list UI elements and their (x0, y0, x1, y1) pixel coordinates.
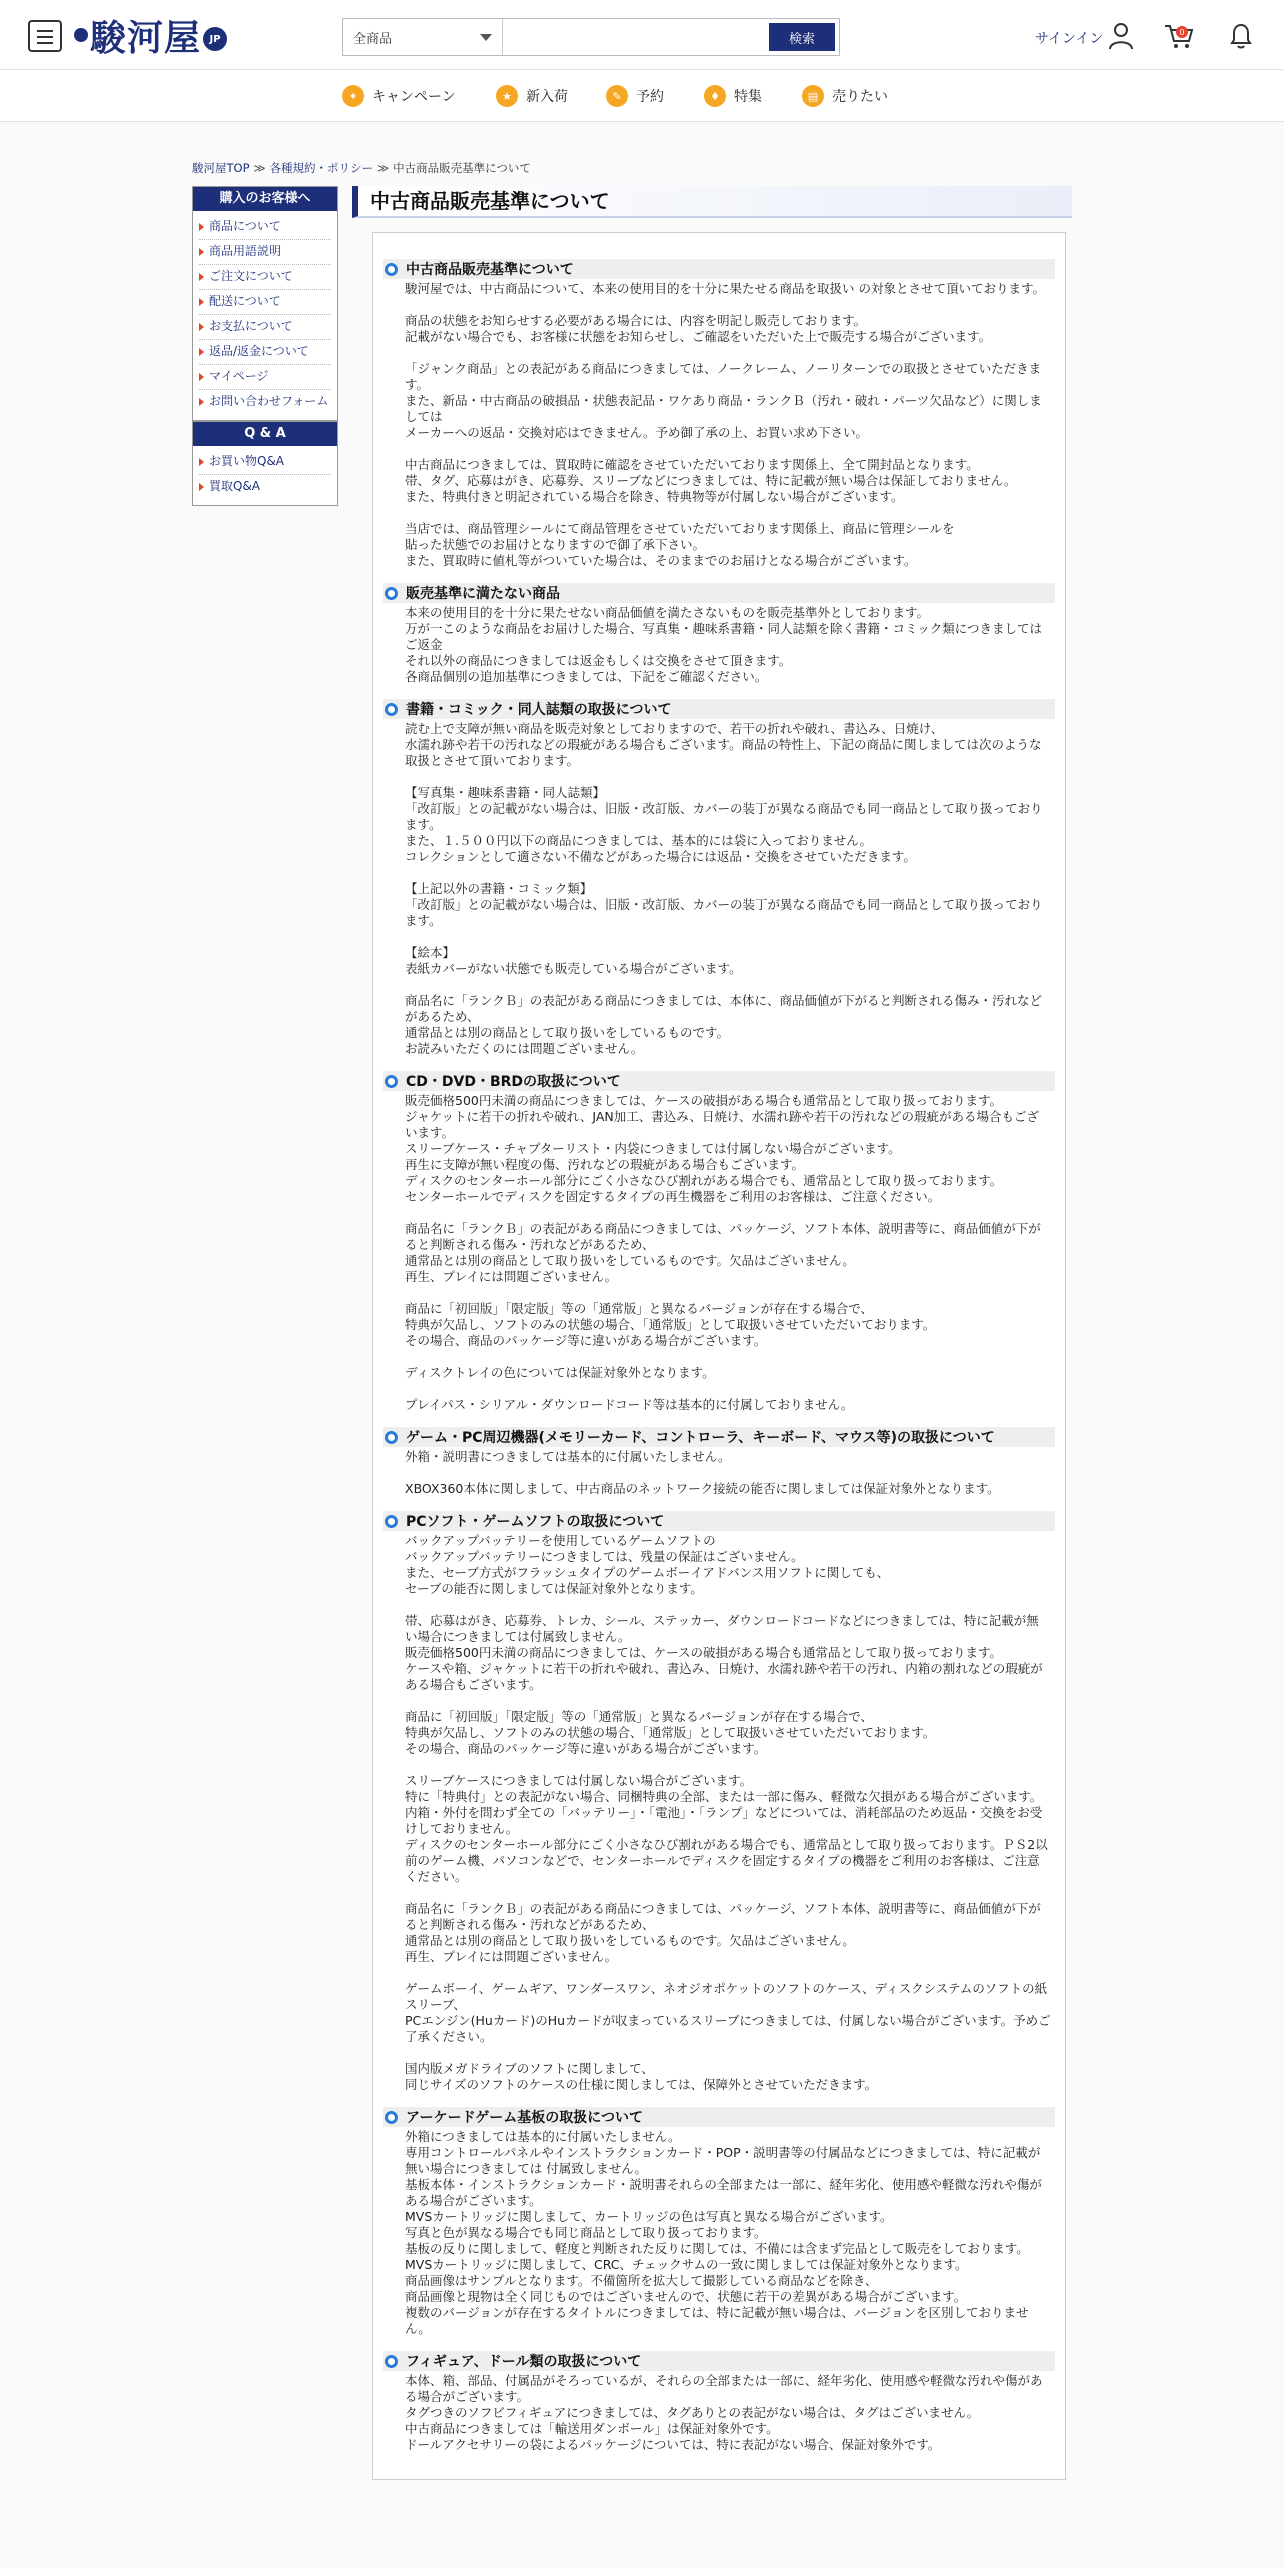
bullet-circle-icon (385, 263, 398, 276)
section-paragraph: 外箱・説明書につきましては基本的に付属いたしません。 (405, 1449, 731, 1464)
sidebar-box-buyers (192, 186, 338, 421)
nav-label: 売りたい (832, 89, 888, 105)
new-arrival-icon: ★ (496, 85, 518, 107)
section-heading (383, 699, 1055, 719)
sidebar-item-payment[interactable]: お支払について (199, 315, 331, 340)
section-heading (383, 1071, 1055, 1091)
site-logo[interactable] (74, 12, 227, 58)
search-button[interactable]: 検索 (769, 23, 835, 51)
bullet-circle-icon (385, 703, 398, 716)
section-paragraph: 本来の使用目的を十分に果たせない商品価値を満たさないものを販売基準外としております。 万が一このような商品をお届けした場合、写真集・趣味系書籍・同人誌類を除く書籍・コミック類につきましてはご返金 それ以外の商品につきましては返金もしくは交換をさせて頂きます。 各商品個別の追加基準につきましては、下記をご確認ください。 (405, 605, 1043, 684)
section-paragraph: 国内版メガドライブのソフトに関しまして、 同じサイズのソフトのケースの仕様に関しましては、保障外とさせていただきます。 (405, 2061, 878, 2092)
sidebar-box-title: 購入のお客様へ (193, 187, 337, 211)
sidebar (192, 186, 338, 506)
section-paragraph: 【上記以外の書籍・コミック類】 「改訂版」との記載がない場合は、旧版・改訂版、カバーの装丁が異なる商品でも同一商品として取り扱っております。 (405, 881, 1043, 928)
chevron-down-icon (480, 34, 492, 41)
section-paragraph: ディスクトレイの色については保証対象外となります。 (405, 1365, 715, 1380)
section-paragraph: 販売価格500円未満の商品につきましては、ケースの破損がある場合も通常品として取り扱っております。 ジャケットに若干の折れや破れ、JAN加工、書込み、日焼け、水濡れ跡や若干の汚れなどの瑕疵がある場合もございます。 スリーブケース・チャプターリスト・内袋につきましては付属しない場合がございます。 再生に支障が無い程度の傷、汚れなどの瑕疵がある場合もございます。 ディスクのセンターホール部分にごく小さなひび割れがある場合でも、通常品として取り扱っております。 センターホールでディスクを固定するタイプの再生機器をご利用のお客様は、ご注意ください。 (405, 1093, 1039, 1204)
sidebar-item-shipping[interactable]: 配送について (199, 290, 331, 315)
section-paragraph: バックアップバッテリーを使用しているゲームソフトの バックアップバッテリーにつきましては、残量の保証はございません。 また、セーブ方式がフラッシュタイプのゲームボーイアドバンス用ソフトに関しても、 セーブの能否に関しましては保証対象外となります。 (405, 1533, 890, 1596)
section-paragraph: 読む上で支障が無い商品を販売対象としておりますので、若干の折れや破れ、書込み、日焼け、 水濡れ跡や若干の汚れなどの瑕疵がある場合もございます。商品の特性上、下記の商品に関しましては次のような取扱とさせて頂いております。 (405, 721, 1042, 768)
breadcrumb-top[interactable]: 駿河屋TOP (192, 161, 250, 175)
section-paragraph: 中古商品につきましては、買取時に確認をさせていただいております関係上、全て開封品となります。 帯、タグ、応募はがき、応募券、スリーブなどにつきましては、特に記載が無い場合は保証しておりません。 また、特典付きと明記されている場合を除き、特典物等が付属しない場合がございます。 (405, 457, 1017, 504)
section-heading (383, 1511, 1055, 1531)
breadcrumb-policy[interactable]: 各種規約・ポリシー (269, 161, 374, 175)
feature-icon: ♦ (704, 85, 726, 107)
section-paragraph: 商品の状態をお知らせする必要がある場合には、内容を明記し販売しております。 記載がない場合でも、お客様に状態をお知らせし、ご確認をいただいた上で販売する場合がございます。 (405, 313, 992, 344)
section-paragraph: 商品に「初回版」「限定版」等の「通常版」と異なるバージョンが存在する場合で、 特典が欠品し、ソフトのみの状態の場合、「通常版」として取扱いさせていただいております。 その場合、商品のパッケージ等に違いがある場合がございます。 (405, 1709, 936, 1756)
section-title: アーケードゲーム基板の取扱について (406, 2110, 644, 2126)
sell-icon: ▤ (802, 85, 824, 107)
section-paragraph: スリーブケースにつきましては付属しない場合がございます。 特に「特典付」との表記がない場合、同梱特典の全部、または一部に傷み、軽微な欠損がある場合がございます。 内箱・外付を問わず全ての「バッテリー」・「電池」・「ランプ」などについては、消耗部品のため返品・交換をお受けしておりません。 ディスクのセンターホール部分にごく小さなひび割れがある場合でも、通常品として取り扱っております。ＰＳ2以前のゲーム機、パソコンなどで、センターホールでディスクを固定するタイプの機器をご利用のお客様は、ご注意ください。 (405, 1773, 1048, 1884)
section-title: CD・DVD・BRDの取扱について (406, 1074, 621, 1090)
sidebar-box-qa (192, 421, 338, 506)
nav-label: 予約 (636, 89, 664, 105)
section-title: 中古商品販売基準について (406, 262, 574, 278)
section-paragraph: 当店では、商品管理シールにて商品管理をさせていただいております関係上、商品に管理シールを 貼った状態でのお届けとなりますので御了承下さい。 また、買取時に値札等がついていた場合は、そのままでのお届けとなる場合がございます。 (405, 521, 955, 568)
bell-icon[interactable] (1228, 22, 1254, 50)
section-heading (383, 1427, 1055, 1447)
bullet-circle-icon (385, 1515, 398, 1528)
logo-dot-icon (74, 28, 88, 42)
nav-label: 新入荷 (526, 89, 568, 105)
hamburger-menu-button[interactable] (28, 20, 62, 52)
sidebar-item-mypage[interactable]: マイページ (199, 365, 331, 390)
section-title: 書籍・コミック・同人誌類の取扱について (406, 702, 672, 718)
logo-jp-badge: JP (203, 27, 227, 51)
breadcrumb (192, 160, 531, 176)
nav-new-arrival[interactable] (496, 84, 568, 108)
sidebar-item-contact[interactable]: お問い合わせフォーム (199, 390, 331, 414)
signin-link[interactable]: サインイン (1035, 31, 1104, 47)
search-bar (342, 18, 840, 56)
breadcrumb-separator: ≫ (253, 161, 266, 175)
breadcrumb-current: 中古商品販売基準について (393, 161, 531, 175)
campaign-icon: ✦ (342, 85, 364, 107)
section-paragraph: 商品名に「ランクＢ」の表記がある商品につきましては、本体に、商品価値が下がると判断される傷み・汚れなどがあるため、 通常品とは別の商品として取り扱いをしているものです。 お読みいただくのには問題ございません。 (405, 993, 1043, 1056)
user-icon[interactable] (1108, 22, 1134, 50)
sidebar-item-glossary[interactable]: 商品用語説明 (199, 240, 331, 265)
page-title: 中古商品販売基準について (352, 186, 1072, 218)
section-body (383, 281, 1055, 569)
section-title: フィギュア、ドール類の取扱について (406, 2354, 642, 2370)
section-paragraph: 【写真集・趣味系書籍・同人誌類】 「改訂版」との記載がない場合は、旧版・改訂版、カバーの装丁が異なる商品でも同一商品として取り扱っております。 また、１.５００円以下の商品につきましては、基本的には袋に入っておりません。 コレクションとして適さない不備などがあった場合には返品・交換をさせていただきます。 (405, 785, 1043, 864)
bullet-circle-icon (385, 1075, 398, 1088)
policy-panel (372, 232, 1066, 2480)
sidebar-item-returns[interactable]: 返品/返金について (199, 340, 331, 365)
nav-label: キャンペーン (372, 89, 456, 105)
section-heading (383, 583, 1055, 603)
section-body (383, 2373, 1055, 2453)
section-body (383, 1449, 1055, 1497)
search-input[interactable] (505, 19, 763, 55)
nav-reservation[interactable] (606, 84, 664, 108)
search-category-value: 全商品 (353, 32, 393, 47)
section-paragraph: 本体、箱、部品、付属品がそろっているが、それらの全部または一部に、経年劣化、使用感や軽微な汚れや傷がある場合がございます。 タグつきのソフビフィギュアにつきましては、タグありとの表記がない場合は、タグはございません。 中古商品につきましては「輸送用ダンボール」は保証対象外です。 ドールアクセサリーの袋によるパッケージについては、特に表記がない場合、保証対象外です。 (405, 2373, 1043, 2452)
section-heading (383, 2351, 1055, 2371)
sidebar-box-title: Q & A (193, 422, 337, 446)
logo-text: 駿河屋 (90, 16, 202, 59)
nav-feature[interactable] (704, 84, 762, 108)
section-title: PCソフト・ゲームソフトの取扱について (406, 1514, 665, 1530)
sidebar-item-orders[interactable]: ご注文について (199, 265, 331, 290)
site-header (0, 0, 1284, 70)
section-paragraph: 【絵本】 表紙カバーがない状態でも販売している場合がございます。 (405, 945, 742, 976)
nav-sell[interactable] (802, 84, 888, 108)
bullet-circle-icon (385, 1431, 398, 1444)
section-body (383, 605, 1055, 685)
section-paragraph: 商品名に「ランクＢ」の表記がある商品につきましては、パッケージ、ソフト本体、説明書等に、商品価値が下がると判断される傷み・汚れなどがあるため、 通常品とは別の商品として取り扱いをしているものです。欠品はございません。 再生、プレイには問題ございません。 (405, 1901, 1041, 1964)
search-category-select[interactable] (343, 19, 503, 55)
section-body (383, 721, 1055, 1057)
bullet-circle-icon (385, 2355, 398, 2368)
section-title: ゲーム・PC周辺機器(メモリーカード、コントローラ、キーボード、マウス等)の取扱について (406, 1430, 995, 1446)
section-title: 販売基準に満たない商品 (406, 586, 560, 602)
bullet-circle-icon (385, 587, 398, 600)
section-paragraph: 外箱につきましては基本的に付属いたしません。 専用コントロールパネルやインストラクションカード・POP・説明書等の付属品などにつきましては、特に記載が無い場合につきましては 付属致しません。 基板本体・インストラクションカード・説明書それらの全部または一部に、経年劣化、使用感や軽微な汚れや傷がある場合がございます。 MVSカートリッジに関しまして、カートリッジの色は写真と異なる場合がございます。 写真と色が異なる場合でも同じ商品として取り扱っております。 基板の反りに関しまして、軽度と判断された反りに関しては、不備には含まず完品として販売をしております。 MVSカートリッジに関しまして、CRC、チェックサムの一致に関しましては保証対象外となります。 商品画像はサンプルとなります。不備箇所を拡大して撮影している商品などを除き、 商品画像と現物は全く同じものではございませんので、状態に若干の差異がある場合がございます。 複数のバージョンが存在するタイトルにつきましては、特に記載が無い場合は、バージョンを区別しておりません。 (405, 2129, 1042, 2336)
main-content (352, 186, 1072, 2480)
bullet-circle-icon (385, 2111, 398, 2124)
sidebar-item-shopping-qa[interactable]: お買い物Q&A (199, 450, 331, 475)
section-paragraph: 帯、応募はがき、応募券、トレカ、シール、ステッカー、ダウンロードコードなどにつきましては、特に記載が無い場合につきましては付属致しません。 販売価格500円未満の商品につきましては、ケースの破損がある場合も通常品として取り扱っております。 ケースや箱、ジャケットに若干の折れや破れ、書込み、日焼け、水濡れ跡や若干の汚れ、内箱の割れなどの瑕疵がある場合もございます。 (405, 1613, 1043, 1692)
category-nav (0, 70, 1284, 122)
section-paragraph: 商品に「初回版」「限定版」等の「通常版」と異なるバージョンが存在する場合で、 特典が欠品し、ソフトのみの状態の場合、「通常版」として取扱いさせていただいております。 その場合、商品のパッケージ等に違いがある場合がございます。 (405, 1301, 936, 1348)
section-body (383, 1533, 1055, 2093)
sidebar-item-products[interactable]: 商品について (199, 215, 331, 240)
section-heading (383, 259, 1055, 279)
section-paragraph: ゲームボーイ、ゲームギア、ワンダースワン、ネオジオポケットのソフトのケース、ディスクシステムのソフトの紙スリーブ、 PCエンジン(Huカード)のHuカードが収まっているスリーブにつきましては、付属しない場合がございます。予めご了承ください。 (405, 1981, 1051, 2044)
section-body (383, 2129, 1055, 2337)
nav-campaign[interactable] (342, 84, 456, 108)
section-paragraph: 商品名に「ランクＢ」の表記がある商品につきましては、パッケージ、ソフト本体、説明書等に、商品価値が下がると判断される傷み・汚れなどがあるため、 通常品とは別の商品として取り扱いをしているものです。欠品はございません。 再生、プレイには問題ございません。 (405, 1221, 1041, 1284)
reservation-icon: ✎ (606, 85, 628, 107)
sidebar-item-buyback-qa[interactable]: 買取Q&A (199, 475, 331, 499)
section-body (383, 1093, 1055, 1413)
nav-label: 特集 (734, 89, 762, 105)
cart-count-badge: 0 (1176, 26, 1188, 38)
section-paragraph: 駿河屋では、中古商品について、本来の使用目的を十分に果たせる商品を取扱い の対象とさせて頂いております。 (405, 281, 1045, 296)
section-heading (383, 2107, 1055, 2127)
section-paragraph: 「ジャンク商品」との表記がある商品につきましては、ノークレーム、ノーリターンでの取扱とさせていただきます。 また、新品・中古商品の破損品・状態表記品・ワケあり商品・ランクＢ（汚れ・破れ・パーツ欠品など）に関しましては メーカーへの返品・交換対応はできません。予め御了承の上、お買い求め下さい。 (405, 361, 1042, 440)
breadcrumb-separator: ≫ (377, 161, 390, 175)
section-paragraph: プレイパス・シリアル・ダウンロードコード等は基本的に付属しておりません。 (405, 1397, 854, 1412)
section-paragraph: XBOX360本体に関しまして、中古商品のネットワーク接続の能否に関しましては保証対象外となります。 (405, 1481, 1000, 1496)
